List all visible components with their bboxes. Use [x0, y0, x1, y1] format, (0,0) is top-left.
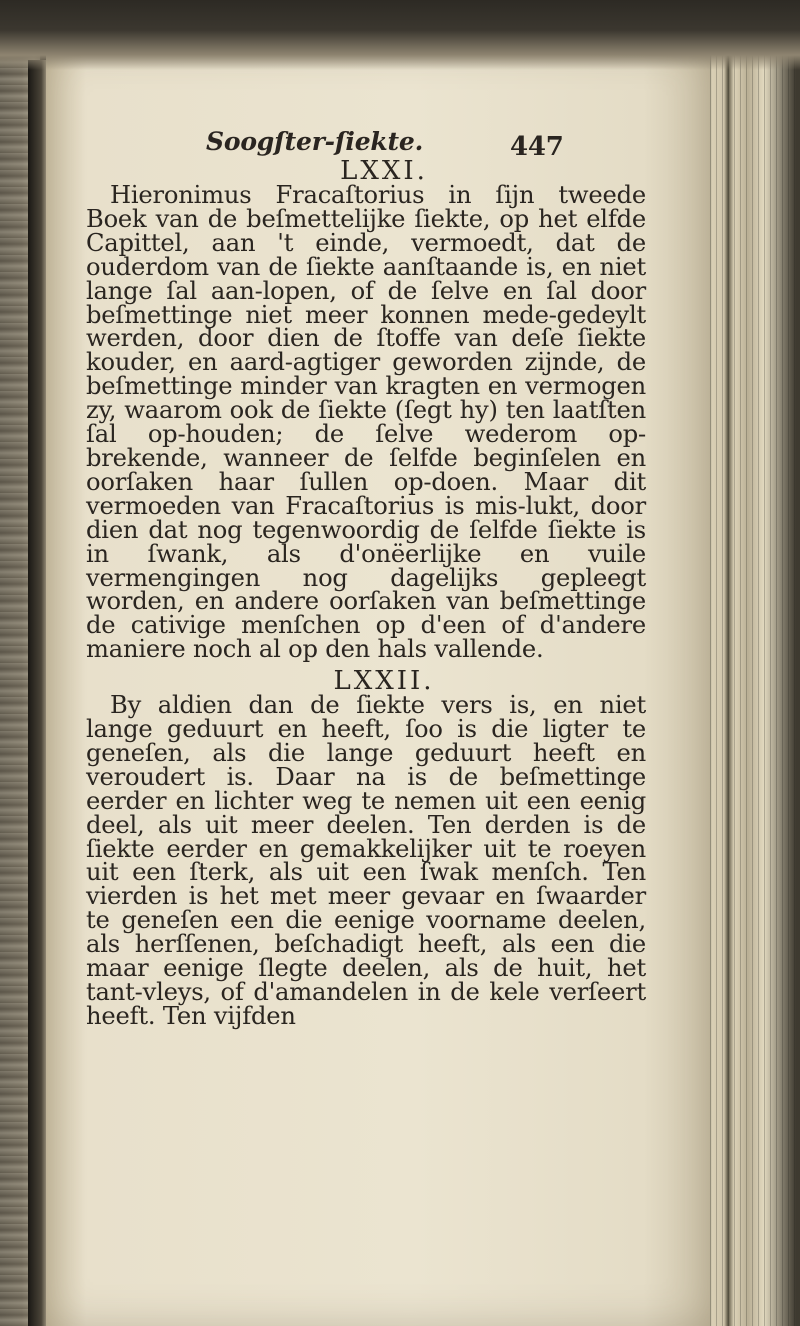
page-text — [86, 124, 646, 1029]
page-header — [86, 124, 646, 162]
section-text-lxxi: Hieronimus Fracaſtorius in ſijn tweede Boek van de beſmettelijke ſiekte, op het elfde Capittel, aan 't einde, vermoedt, dat de ouderdom van de ſiekte aanſtaande is, en niet lange ſal aan-lopen, of de ſelve en ſal door beſmettinge niet meer konnen mede-gedeylt werden, door dien de ſtoffe van deſe ſiekte kouder, en aard-agtiger geworden zijnde, de beſmettinge minder van kragten en vermogen zy, waarom ook de ſiekte (ſegt hy) ten laatſten ſal op-houden; de ſelve wederom op-brekende, wanneer de ſelfde beginſelen en oorſaken haar ſullen op-doen. Maar dit vermoeden van Fracaſtorius is mis-lukt, door dien dat nog tegenwoordig de ſelfde ſiekte is in ſwank, als d'onëerlijke en vuile vermengingen nog dagelijks gepleegt worden, en andere oorſaken van beſmettinge de cativige menſchen op d'een of d'andere maniere noch al op den hals vallende. — [86, 181, 646, 664]
section-heading-lxxi: LXXI. — [340, 156, 428, 186]
page-edges-right — [704, 40, 800, 1326]
page-edge-stripes — [704, 40, 800, 1326]
page-number: 447 — [510, 132, 564, 162]
top-shadow — [0, 0, 800, 70]
section-heading-lxxii: LXXII. — [333, 666, 435, 697]
section-text-lxxii: By aldien dan de ſiekte vers is, en niet lange geduurt en heeft, ſoo is die ligter te geneſen, als die lange geduurt heeft en veroudert is. Daar na is de beſmettinge eerder en lichter weg te nemen uit een eenig deel, als uit meer deelen. Ten derden is de ſiekte eerder en gemakkelijker uit te roeyen uit een ſterk, als uit een ſwak menſch. Ten vierden is het met meer gevaar en ſwaarder te geneſen een die eenige voorname deelen, als herſſenen, beſchadigt heeft, als een die maar eenige ſlegte deelen, als de huit, het tant-vleys, of d'amandelen in de kele verſeert heeft. Ten vijfden — [86, 691, 646, 1030]
running-title: Soogſter-ſiekte. — [206, 127, 424, 156]
